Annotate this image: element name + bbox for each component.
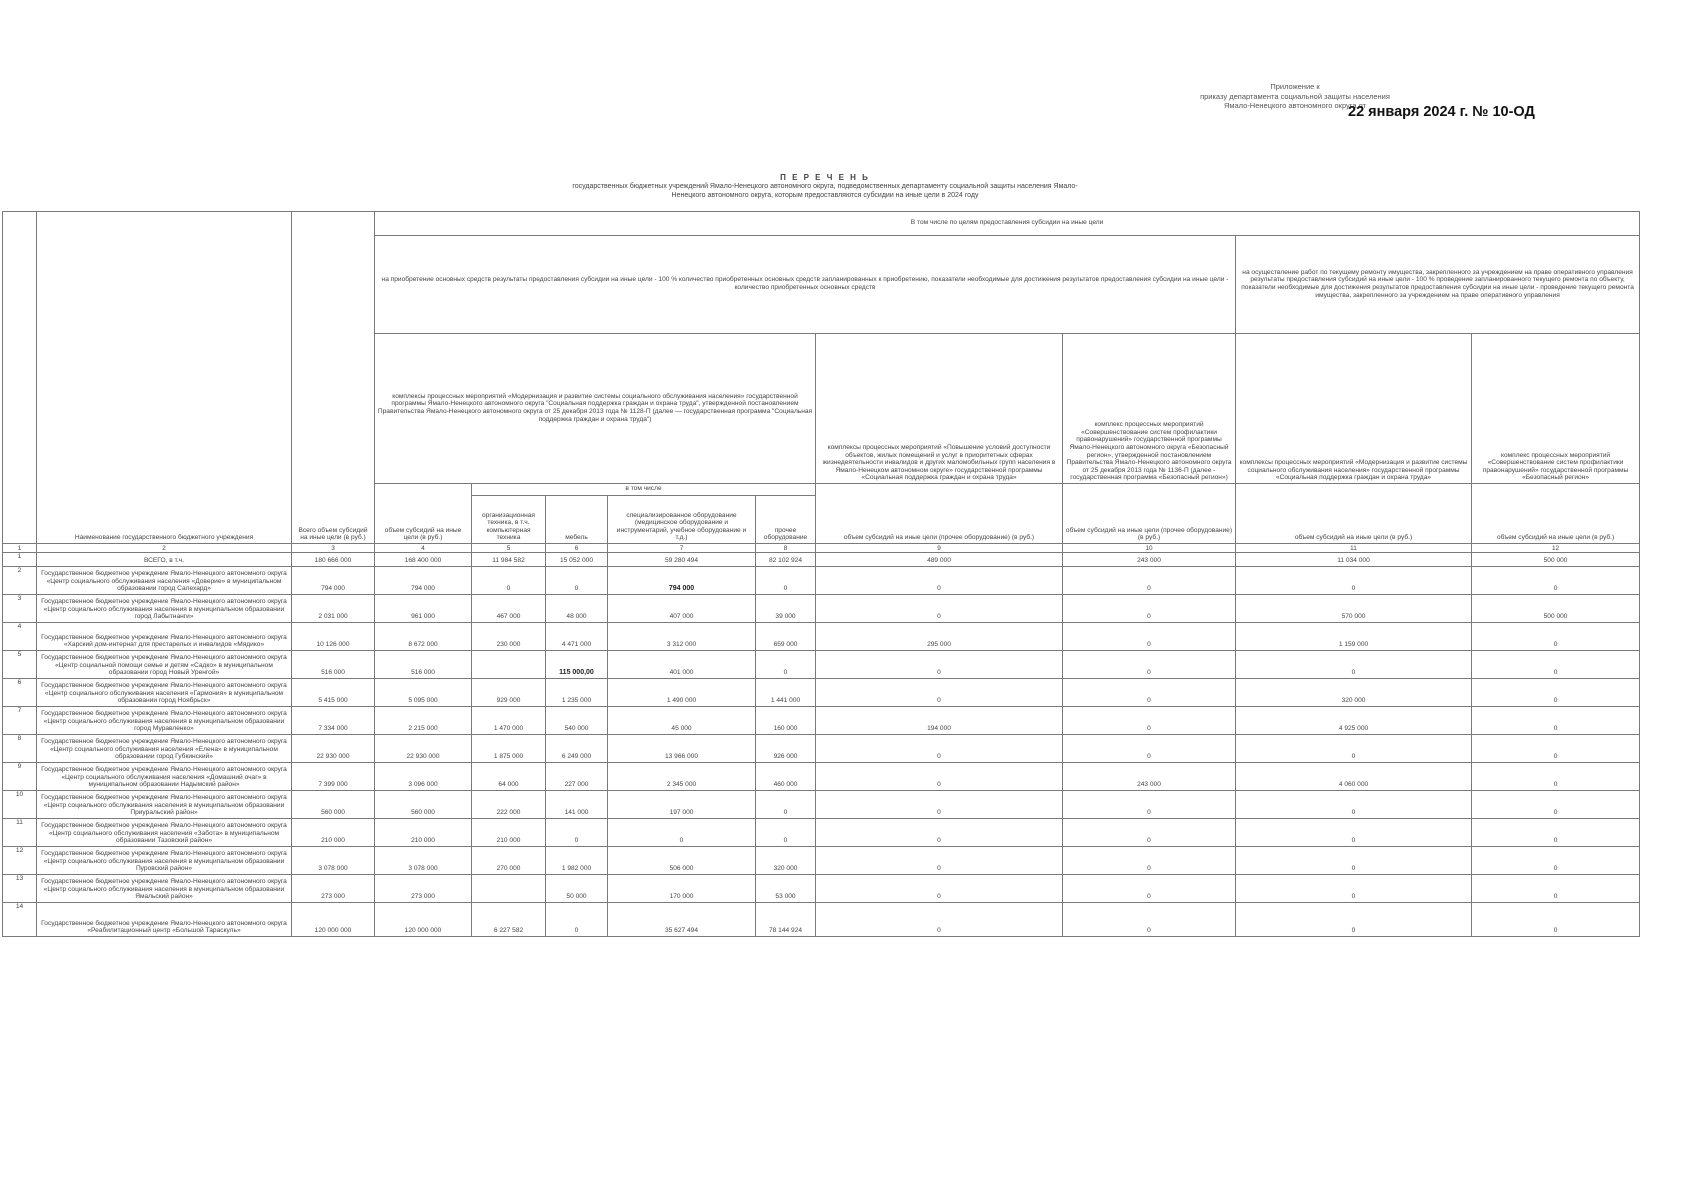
- volume: 3 078 000: [375, 847, 472, 875]
- repair-volume: 4 925 000: [1236, 707, 1472, 735]
- repair-volume: 11 034 000: [1236, 553, 1472, 567]
- furniture: 15 052 000: [546, 553, 608, 567]
- furniture: 48 000: [546, 595, 608, 623]
- furniture: 0: [546, 903, 608, 937]
- institution-name: Государственное бюджетное учреждение Ямало-Ненецкого автономного округа «Центр социального обслуживания населения «Гармония» в муниципальном образовании город Ноябрьск»: [37, 679, 292, 707]
- header-volume-other-10: объем субсидий на иные цели (прочее оборудование) (в руб.): [1063, 484, 1236, 544]
- header-complex-modernization: комплексы процессных мероприятий «Модернизация и развитие системы социального обслуживания населения» государственной программы Ямало-Ненецкого автономного округа "Социальная поддержка граждан и охрана труда", утвержденной постановлением Правительства Ямало-Ненецкого автономного округа от 25 декабря 2013 года № 1128-П (далее — государственная программа "Социальная поддержка граждан и охрана труда"): [375, 334, 816, 484]
- safety-repair-volume: 0: [1472, 707, 1640, 735]
- medical-equipment: 506 000: [608, 847, 756, 875]
- total-volume: 7 399 000: [292, 763, 375, 791]
- appendix-line-2: приказу департамента социальной защиты населения: [1200, 91, 1390, 101]
- medical-equipment: 794 000: [608, 567, 756, 595]
- furniture: 1 982 000: [546, 847, 608, 875]
- medical-equipment: 35 627 494: [608, 903, 756, 937]
- safety-repair-volume: 0: [1472, 567, 1640, 595]
- medical-equipment: 2 345 000: [608, 763, 756, 791]
- medical-equipment: 170 000: [608, 875, 756, 903]
- it-equipment: [472, 651, 546, 679]
- col-number: 12: [1472, 544, 1640, 553]
- safety-repair-volume: 0: [1472, 903, 1640, 937]
- header-volume-other-9: объем субсидий на иные цели (прочее оборудование) (в руб.): [816, 484, 1063, 544]
- table-row: [3, 623, 1640, 651]
- table-row: [3, 553, 1640, 567]
- other-equipment: 78 144 924: [756, 903, 816, 937]
- volume: 961 000: [375, 595, 472, 623]
- access-other-equipment: 0: [816, 819, 1063, 847]
- document-heading: [560, 173, 1090, 200]
- order-date: 22 января 2024 г. № 10-ОД: [1348, 104, 1535, 120]
- col-number: 8: [756, 544, 816, 553]
- table-row: [3, 875, 1640, 903]
- appendix-line-3: Ямало-Ненецкого автономного округа от: [1223, 101, 1367, 110]
- header-volume-12: объем субсидий на иные цели (в руб.): [1472, 484, 1640, 544]
- col-number: 4: [375, 544, 472, 553]
- access-other-equipment: 0: [816, 567, 1063, 595]
- safety-repair-volume: 0: [1472, 679, 1640, 707]
- repair-volume: 320 000: [1236, 679, 1472, 707]
- other-equipment: 39 000: [756, 595, 816, 623]
- medical-equipment: 0: [608, 819, 756, 847]
- other-equipment: 659 000: [756, 623, 816, 651]
- safety-repair-volume: 0: [1472, 875, 1640, 903]
- it-equipment: 1 470 000: [472, 707, 546, 735]
- institution-name: ВСЕГО, в т.ч.: [37, 553, 292, 567]
- row-number: 6: [3, 679, 37, 707]
- institution-name: Государственное бюджетное учреждение Ямало-Ненецкого автономного округа «Центр социального обслуживания населения в муниципальном образовании Пуровский район»: [37, 847, 292, 875]
- it-equipment: 467 000: [472, 595, 546, 623]
- row-number: 7: [3, 707, 37, 735]
- volume: 8 672 000: [375, 623, 472, 651]
- volume: 5 095 000: [375, 679, 472, 707]
- col-number: 3: [292, 544, 375, 553]
- access-other-equipment: 0: [816, 651, 1063, 679]
- furniture: 0: [546, 819, 608, 847]
- repair-volume: 0: [1236, 791, 1472, 819]
- safety-repair-volume: 0: [1472, 791, 1640, 819]
- volume: 120 000 000: [375, 903, 472, 937]
- table-row: [3, 847, 1640, 875]
- other-equipment: 0: [756, 651, 816, 679]
- furniture: 1 235 000: [546, 679, 608, 707]
- it-equipment: 210 000: [472, 819, 546, 847]
- header-complex-modernization-repair: комплексы процессных мероприятий «Модернизация и развитие системы социального обслуживания населения» государственной программы «Социальная поддержка граждан и охрана труда»: [1236, 334, 1472, 484]
- other-equipment: 926 000: [756, 735, 816, 763]
- header-total-volume: Всего объем субсидий на иные цели (в руб.): [292, 212, 375, 544]
- safety-other-equipment: 243 000: [1063, 763, 1236, 791]
- volume: 273 000: [375, 875, 472, 903]
- other-equipment: 1 441 000: [756, 679, 816, 707]
- it-equipment: 270 000: [472, 847, 546, 875]
- access-other-equipment: 0: [816, 679, 1063, 707]
- access-other-equipment: 0: [816, 903, 1063, 937]
- col-number: 1: [3, 544, 37, 553]
- it-equipment: 230 000: [472, 623, 546, 651]
- safety-repair-volume: 0: [1472, 735, 1640, 763]
- row-number: 11: [3, 819, 37, 847]
- it-equipment: 1 875 000: [472, 735, 546, 763]
- other-equipment: 0: [756, 567, 816, 595]
- table-row: [3, 679, 1640, 707]
- header-col-1-blank: [3, 212, 37, 544]
- repair-volume: 4 060 000: [1236, 763, 1472, 791]
- volume: 3 096 000: [375, 763, 472, 791]
- total-volume: 22 930 000: [292, 735, 375, 763]
- safety-other-equipment: 0: [1063, 819, 1236, 847]
- access-other-equipment: 0: [816, 847, 1063, 875]
- medical-equipment: 407 000: [608, 595, 756, 623]
- table-row: [3, 567, 1640, 595]
- repair-volume: 0: [1236, 567, 1472, 595]
- header-complex-safety-repair: комплекс процессных мероприятий «Совершенствование систем профилактики правонарушений» государственной программы «Безопасный регион»: [1472, 334, 1640, 484]
- total-volume: 273 000: [292, 875, 375, 903]
- medical-equipment: 45 000: [608, 707, 756, 735]
- header-goal-fixed-assets: на приобретение основных средств результаты предоставления субсидии на иные цели - 100 % количество приобретенных основных средств запланированных к приобретению, показатели необходимые для достижения результатов предоставления субсидии на иные цели - количество приобретенных основных средств: [375, 236, 1236, 334]
- it-equipment: [472, 875, 546, 903]
- safety-repair-volume: 500 000: [1472, 553, 1640, 567]
- institution-name: Государственное бюджетное учреждение Ямало-Ненецкого автономного округа «Центр социального обслуживания населения «Елена» в муниципальном образовании город Губкинский»: [37, 735, 292, 763]
- total-volume: 794 000: [292, 567, 375, 595]
- total-volume: 560 000: [292, 791, 375, 819]
- safety-other-equipment: 0: [1063, 847, 1236, 875]
- other-equipment: 0: [756, 791, 816, 819]
- volume: 560 000: [375, 791, 472, 819]
- volume: 22 930 000: [375, 735, 472, 763]
- col-number: 11: [1236, 544, 1472, 553]
- institution-name: Государственное бюджетное учреждение Ямало-Ненецкого автономного округа «Реабилитационный центр «Большой Тараскуль»: [37, 903, 292, 937]
- it-equipment: 222 000: [472, 791, 546, 819]
- row-number: 1: [3, 553, 37, 567]
- it-equipment: 6 227 582: [472, 903, 546, 937]
- access-other-equipment: 0: [816, 595, 1063, 623]
- institution-name: Государственное бюджетное учреждение Ямало-Ненецкого автономного округа «Центр социального обслуживания населения в муниципальном образовании Ямальский район»: [37, 875, 292, 903]
- row-number: 13: [3, 875, 37, 903]
- furniture: 50 000: [546, 875, 608, 903]
- row-number: 5: [3, 651, 37, 679]
- safety-other-equipment: 0: [1063, 791, 1236, 819]
- institution-name: Государственное бюджетное учреждение Ямало-Ненецкого автономного округа «Центр социального обслуживания населения «Доверие» в муниципальном образовании город Салехард»: [37, 567, 292, 595]
- access-other-equipment: 0: [816, 735, 1063, 763]
- access-other-equipment: 0: [816, 763, 1063, 791]
- furniture: 0: [546, 567, 608, 595]
- table-row: [3, 595, 1640, 623]
- total-volume: 210 000: [292, 819, 375, 847]
- institution-name: Государственное бюджетное учреждение Ямало-Ненецкого автономного округа «Центр социального обслуживания населения в муниципальном образовании Приуральский район»: [37, 791, 292, 819]
- furniture: 540 000: [546, 707, 608, 735]
- other-equipment: 460 000: [756, 763, 816, 791]
- repair-volume: 0: [1236, 819, 1472, 847]
- it-equipment: 11 984 582: [472, 553, 546, 567]
- furniture: 115 000,00: [546, 651, 608, 679]
- header-medical-equipment: специализированное оборудование (медицинское оборудование и инструментарий, учебное оборудование и т.д.): [608, 496, 756, 544]
- furniture: 4 471 000: [546, 623, 608, 651]
- total-volume: 7 334 000: [292, 707, 375, 735]
- header-it-equipment: организационная техника, в т.ч. компьютерная техника: [472, 496, 546, 544]
- access-other-equipment: 295 000: [816, 623, 1063, 651]
- institution-name: Государственное бюджетное учреждение Ямало-Ненецкого автономного округа «Центр социальной помощи семье и детям «Садко» в муниципальном образовании город Новый Уренгой»: [37, 651, 292, 679]
- safety-other-equipment: 0: [1063, 679, 1236, 707]
- table-row: [3, 735, 1640, 763]
- header-volume: объем субсидий на иные цели (в руб.): [375, 484, 472, 544]
- total-volume: 3 078 000: [292, 847, 375, 875]
- safety-repair-volume: 0: [1472, 763, 1640, 791]
- safety-other-equipment: 0: [1063, 735, 1236, 763]
- volume: 210 000: [375, 819, 472, 847]
- other-equipment: 160 000: [756, 707, 816, 735]
- header-other-equipment: прочее оборудование: [756, 496, 816, 544]
- row-number: 3: [3, 595, 37, 623]
- col-number: 10: [1063, 544, 1236, 553]
- row-number: 4: [3, 623, 37, 651]
- total-volume: 10 126 000: [292, 623, 375, 651]
- institution-name: Государственное бюджетное учреждение Ямало-Ненецкого автономного округа «Центр социального обслуживания населения «Забота» в муниципальном образовании Тазовский район»: [37, 819, 292, 847]
- table-row: [3, 903, 1640, 937]
- repair-volume: 0: [1236, 847, 1472, 875]
- header-in-total-by-goals: В том числе по целям предоставления субсидии на иные цели: [375, 212, 1640, 236]
- document-subtitle: государственных бюджетных учреждений Ямало-Ненецкого автономного округа, подведомственных департаменту социальной защиты населения Ямало-Ненецкого автономного округа, которым предоставляются субсидии на иные цели в 2024 году: [572, 183, 1078, 199]
- total-volume: 5 415 000: [292, 679, 375, 707]
- medical-equipment: 1 490 000: [608, 679, 756, 707]
- medical-equipment: 197 000: [608, 791, 756, 819]
- table-row: [3, 819, 1640, 847]
- it-equipment: 929 000: [472, 679, 546, 707]
- col-number: 5: [472, 544, 546, 553]
- table-row: [3, 651, 1640, 679]
- col-number: 9: [816, 544, 1063, 553]
- other-equipment: 82 102 924: [756, 553, 816, 567]
- safety-repair-volume: 0: [1472, 623, 1640, 651]
- header-goal-repair: на осуществление работ по текущему ремонту имущества, закрепленного за учреждением на праве оперативного управления результаты предоставления субсидий на иные цели - 100 % проведение запланированного текущего ремонта по объекту, показатели необходимые для достижения результатов предоставления субсидии на иные цели - проведение текущего ремонта имущества, закрепленного за учреждением на праве оперативного управления: [1236, 236, 1640, 334]
- repair-volume: 0: [1236, 651, 1472, 679]
- access-other-equipment: 194 000: [816, 707, 1063, 735]
- access-other-equipment: 489 000: [816, 553, 1063, 567]
- volume: 516 000: [375, 651, 472, 679]
- medical-equipment: 13 966 000: [608, 735, 756, 763]
- total-volume: 180 666 000: [292, 553, 375, 567]
- repair-volume: 0: [1236, 875, 1472, 903]
- header-complex-safety: комплекс процессных мероприятий «Совершенствование систем профилактики правонарушений» государственной программы Ямало-Ненецкого автономного округа «Безопасный регион», утвержденной постановлением Правительства Ямало-Ненецкого автономного округа от 25 декабря 2013 года № 1136-П (далее - государственная программа «Безопасный регион»): [1063, 334, 1236, 484]
- safety-other-equipment: 0: [1063, 903, 1236, 937]
- table-row: [3, 791, 1640, 819]
- volume: 2 215 000: [375, 707, 472, 735]
- other-equipment: 53 000: [756, 875, 816, 903]
- header-in-which: в том числе: [472, 484, 816, 496]
- col-number: 2: [37, 544, 292, 553]
- volume: 168 400 000: [375, 553, 472, 567]
- row-number: 12: [3, 847, 37, 875]
- row-number: 10: [3, 791, 37, 819]
- volume: 794 000: [375, 567, 472, 595]
- safety-other-equipment: 243 000: [1063, 553, 1236, 567]
- table-row: [3, 707, 1640, 735]
- repair-volume: 0: [1236, 735, 1472, 763]
- row-number: 9: [3, 763, 37, 791]
- furniture: 227 000: [546, 763, 608, 791]
- subsidy-table: [2, 211, 1640, 937]
- institution-name: Государственное бюджетное учреждение Ямало-Ненецкого автономного округа «Центр социального обслуживания населения в муниципальном образовании город Лабытнанги»: [37, 595, 292, 623]
- institution-name: Государственное бюджетное учреждение Ямало-Ненецкого автономного округа «Центр социального обслуживания населения «Домашний очаг» в муниципальном образовании Надымский район»: [37, 763, 292, 791]
- total-volume: 516 000: [292, 651, 375, 679]
- table-row: [3, 763, 1640, 791]
- it-equipment: 0: [472, 567, 546, 595]
- safety-other-equipment: 0: [1063, 875, 1236, 903]
- furniture: 6 249 000: [546, 735, 608, 763]
- safety-other-equipment: 0: [1063, 595, 1236, 623]
- safety-repair-volume: 0: [1472, 819, 1640, 847]
- document-title: П Е Р Е Ч Е Н Ь: [780, 173, 870, 182]
- access-other-equipment: 0: [816, 791, 1063, 819]
- header-volume-11: объем субсидий на иные цели (в руб.): [1236, 484, 1472, 544]
- safety-other-equipment: 0: [1063, 567, 1236, 595]
- other-equipment: 320 000: [756, 847, 816, 875]
- repair-volume: 0: [1236, 903, 1472, 937]
- safety-repair-volume: 500 000: [1472, 595, 1640, 623]
- safety-repair-volume: 0: [1472, 651, 1640, 679]
- appendix-line-1: Приложение к: [1270, 82, 1320, 91]
- total-volume: 2 031 000: [292, 595, 375, 623]
- row-number: 14: [3, 903, 37, 937]
- medical-equipment: 401 000: [608, 651, 756, 679]
- col-number: 7: [608, 544, 756, 553]
- total-volume: 120 000 000: [292, 903, 375, 937]
- medical-equipment: 59 280 494: [608, 553, 756, 567]
- header-complex-accessibility: комплексы процессных мероприятий «Повышение условий доступности объектов, жилых помещений и услуг в приоритетных сферах жизнедеятельности инвалидов и других маломобильных групп населения в Ямало-Ненецком автономном округе» государственной программы «Социальная поддержка граждан и охрана труда»: [816, 334, 1063, 484]
- repair-volume: 1 159 000: [1236, 623, 1472, 651]
- repair-volume: 570 000: [1236, 595, 1472, 623]
- institution-name: Государственное бюджетное учреждение Ямало-Ненецкого автономного округа «Центр социального обслуживания населения в муниципальном образовании город Муравленко»: [37, 707, 292, 735]
- furniture: 141 000: [546, 791, 608, 819]
- row-number: 8: [3, 735, 37, 763]
- medical-equipment: 3 312 000: [608, 623, 756, 651]
- safety-repair-volume: 0: [1472, 847, 1640, 875]
- col-number: 6: [546, 544, 608, 553]
- safety-other-equipment: 0: [1063, 707, 1236, 735]
- other-equipment: 0: [756, 819, 816, 847]
- header-institution-name: Наименование государственного бюджетного учреждения: [37, 212, 292, 544]
- column-numbers-row: [3, 544, 1640, 553]
- header-furniture: мебель: [546, 496, 608, 544]
- row-number: 2: [3, 567, 37, 595]
- it-equipment: 64 000: [472, 763, 546, 791]
- access-other-equipment: 0: [816, 875, 1063, 903]
- safety-other-equipment: 0: [1063, 623, 1236, 651]
- institution-name: Государственное бюджетное учреждение Ямало-Ненецкого автономного округа «Харский дом-интернат для престарелых и инвалидов «Мядико»: [37, 623, 292, 651]
- safety-other-equipment: 0: [1063, 651, 1236, 679]
